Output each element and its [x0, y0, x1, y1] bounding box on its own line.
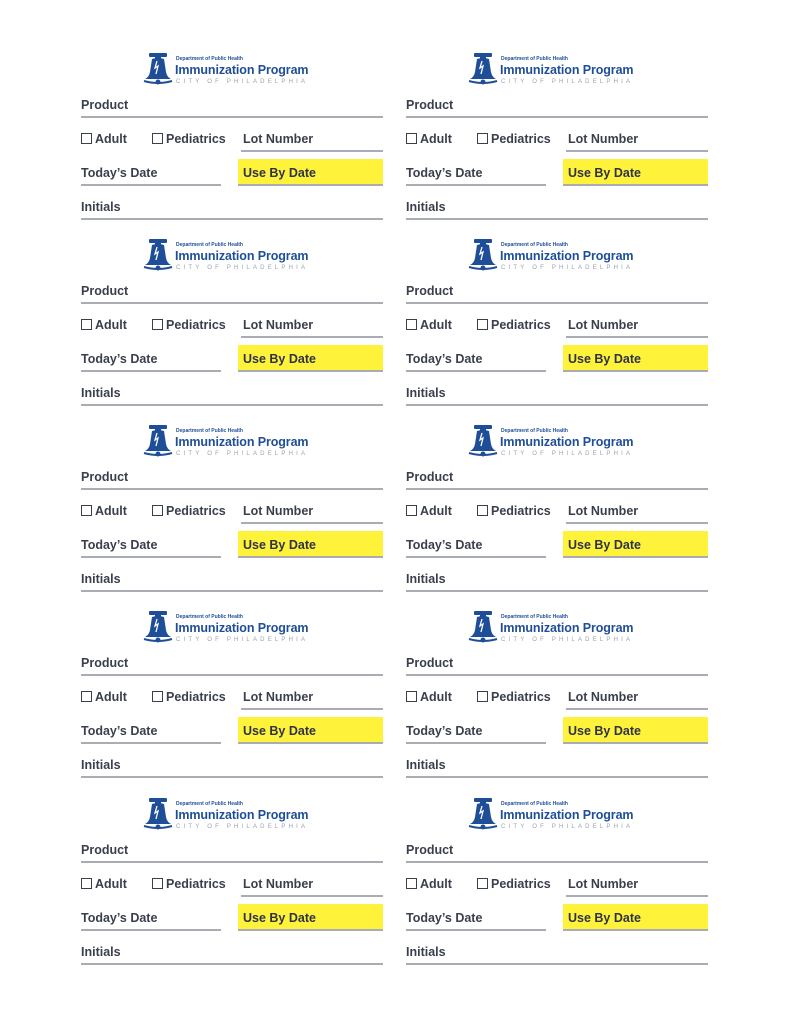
todays-date-label: Today’s Date [406, 166, 483, 180]
liberty-bell-icon [143, 52, 173, 86]
department-name: Department of Public Health [501, 614, 568, 620]
initials-line[interactable] [81, 218, 383, 220]
liberty-bell-icon [143, 238, 173, 272]
product-line[interactable] [81, 116, 383, 118]
city-name: CITY OF PHILADELPHIA [501, 637, 634, 643]
product-label: Product [406, 656, 454, 670]
todays-date-label: Today’s Date [406, 538, 483, 552]
initials-line[interactable] [406, 590, 708, 592]
lot-number-label: Lot Number [568, 877, 639, 891]
city-name: CITY OF PHILADELPHIA [176, 265, 309, 271]
department-name: Department of Public Health [176, 614, 243, 620]
initials-label: Initials [81, 572, 121, 586]
department-name: Department of Public Health [176, 56, 243, 62]
logo [143, 52, 333, 92]
todays-date-label: Today’s Date [406, 724, 483, 738]
product-label: Product [81, 470, 129, 484]
initials-label: Initials [406, 945, 446, 959]
product-label: Product [81, 98, 129, 112]
initials-line[interactable] [81, 590, 383, 592]
todays-date-line[interactable] [81, 184, 221, 186]
city-name: CITY OF PHILADELPHIA [176, 79, 309, 85]
program-name: Immunization Program [500, 808, 634, 822]
pediatrics-label: Pediatrics [491, 318, 551, 332]
initials-line[interactable] [81, 963, 383, 965]
pediatrics-checkbox[interactable] [477, 505, 488, 516]
product-line[interactable] [406, 674, 708, 676]
initials-line[interactable] [81, 776, 383, 778]
program-name: Immunization Program [500, 621, 634, 635]
department-name: Department of Public Health [176, 801, 243, 807]
adult-checkbox[interactable] [406, 691, 417, 702]
lot-number-line[interactable] [241, 895, 383, 897]
pediatrics-label: Pediatrics [166, 504, 226, 518]
city-name: CITY OF PHILADELPHIA [501, 824, 634, 830]
initials-line[interactable] [406, 776, 708, 778]
lot-number-label: Lot Number [243, 504, 314, 518]
department-name: Department of Public Health [176, 242, 243, 248]
product-label: Product [81, 656, 129, 670]
adult-label: Adult [420, 504, 452, 518]
lot-number-line[interactable] [566, 708, 708, 710]
initials-line[interactable] [81, 404, 383, 406]
lot-number-label: Lot Number [243, 690, 314, 704]
adult-label: Adult [95, 690, 127, 704]
logo [143, 424, 333, 464]
department-name: Department of Public Health [501, 801, 568, 807]
adult-label: Adult [420, 318, 452, 332]
adult-label: Adult [95, 132, 127, 146]
logo [143, 610, 333, 650]
pediatrics-checkbox[interactable] [152, 878, 163, 889]
logo [468, 610, 658, 650]
program-name: Immunization Program [500, 63, 634, 77]
todays-date-line[interactable] [406, 556, 546, 558]
pediatrics-checkbox[interactable] [477, 319, 488, 330]
todays-date-line[interactable] [81, 929, 221, 931]
lot-number-line[interactable] [241, 522, 383, 524]
program-name: Immunization Program [175, 808, 309, 822]
initials-line[interactable] [406, 963, 708, 965]
department-name: Department of Public Health [501, 242, 568, 248]
product-line[interactable] [406, 488, 708, 490]
department-name: Department of Public Health [176, 428, 243, 434]
use-by-date-label: Use By Date [568, 166, 641, 180]
lot-number-label: Lot Number [243, 877, 314, 891]
lot-number-label: Lot Number [568, 690, 639, 704]
product-label: Product [406, 843, 454, 857]
adult-checkbox[interactable] [81, 505, 92, 516]
adult-label: Adult [420, 132, 452, 146]
immunization-label [81, 238, 383, 416]
adult-label: Adult [95, 504, 127, 518]
pediatrics-label: Pediatrics [491, 877, 551, 891]
city-name: CITY OF PHILADELPHIA [176, 824, 309, 830]
liberty-bell-icon [468, 238, 498, 272]
todays-date-line[interactable] [406, 370, 546, 372]
city-name: CITY OF PHILADELPHIA [501, 265, 634, 271]
adult-checkbox[interactable] [406, 878, 417, 889]
todays-date-line[interactable] [81, 370, 221, 372]
adult-label: Adult [420, 877, 452, 891]
logo [468, 424, 658, 464]
use-by-date-label: Use By Date [568, 911, 641, 925]
pediatrics-label: Pediatrics [166, 318, 226, 332]
initials-label: Initials [81, 758, 121, 772]
initials-label: Initials [406, 758, 446, 772]
lot-number-label: Lot Number [243, 318, 314, 332]
logo [143, 797, 333, 837]
immunization-label [406, 238, 708, 416]
pediatrics-label: Pediatrics [166, 877, 226, 891]
program-name: Immunization Program [500, 435, 634, 449]
liberty-bell-icon [468, 610, 498, 644]
liberty-bell-icon [468, 797, 498, 831]
liberty-bell-icon [468, 424, 498, 458]
product-label: Product [406, 284, 454, 298]
liberty-bell-icon [143, 424, 173, 458]
pediatrics-label: Pediatrics [491, 504, 551, 518]
department-name: Department of Public Health [501, 428, 568, 434]
immunization-label [81, 424, 383, 602]
adult-checkbox[interactable] [406, 133, 417, 144]
lot-number-line[interactable] [241, 150, 383, 152]
product-line[interactable] [81, 302, 383, 304]
adult-checkbox[interactable] [406, 505, 417, 516]
product-line[interactable] [406, 302, 708, 304]
city-name: CITY OF PHILADELPHIA [176, 451, 309, 457]
pediatrics-checkbox[interactable] [152, 319, 163, 330]
use-by-date-label: Use By Date [243, 352, 316, 366]
pediatrics-checkbox[interactable] [477, 691, 488, 702]
initials-label: Initials [406, 386, 446, 400]
department-name: Department of Public Health [501, 56, 568, 62]
product-label: Product [81, 843, 129, 857]
pediatrics-checkbox[interactable] [477, 878, 488, 889]
todays-date-label: Today’s Date [81, 724, 158, 738]
product-line[interactable] [81, 861, 383, 863]
initials-label: Initials [406, 200, 446, 214]
immunization-label [406, 797, 708, 975]
logo [468, 797, 658, 837]
lot-number-label: Lot Number [568, 318, 639, 332]
adult-label: Adult [95, 318, 127, 332]
product-label: Product [406, 470, 454, 484]
initials-label: Initials [81, 945, 121, 959]
pediatrics-label: Pediatrics [166, 132, 226, 146]
liberty-bell-icon [468, 52, 498, 86]
lot-number-line[interactable] [566, 150, 708, 152]
adult-checkbox[interactable] [81, 133, 92, 144]
pediatrics-checkbox[interactable] [152, 691, 163, 702]
liberty-bell-icon [143, 797, 173, 831]
product-line[interactable] [81, 488, 383, 490]
todays-date-label: Today’s Date [406, 352, 483, 366]
todays-date-line[interactable] [406, 742, 546, 744]
use-by-date-label: Use By Date [568, 538, 641, 552]
immunization-label [81, 610, 383, 788]
todays-date-label: Today’s Date [81, 538, 158, 552]
adult-checkbox[interactable] [81, 691, 92, 702]
todays-date-label: Today’s Date [81, 166, 158, 180]
program-name: Immunization Program [175, 435, 309, 449]
todays-date-line[interactable] [406, 184, 546, 186]
pediatrics-label: Pediatrics [491, 690, 551, 704]
lot-number-line[interactable] [241, 708, 383, 710]
use-by-date-label: Use By Date [243, 911, 316, 925]
adult-checkbox[interactable] [81, 878, 92, 889]
immunization-label [81, 797, 383, 975]
adult-checkbox[interactable] [406, 319, 417, 330]
program-name: Immunization Program [175, 621, 309, 635]
use-by-date-label: Use By Date [243, 724, 316, 738]
todays-date-line[interactable] [406, 929, 546, 931]
pediatrics-label: Pediatrics [166, 690, 226, 704]
lot-number-line[interactable] [566, 336, 708, 338]
pediatrics-checkbox[interactable] [152, 133, 163, 144]
pediatrics-label: Pediatrics [491, 132, 551, 146]
lot-number-label: Lot Number [568, 132, 639, 146]
immunization-label [406, 52, 708, 230]
product-line[interactable] [81, 674, 383, 676]
program-name: Immunization Program [175, 63, 309, 77]
program-name: Immunization Program [500, 249, 634, 263]
product-label: Product [406, 98, 454, 112]
use-by-date-label: Use By Date [243, 538, 316, 552]
pediatrics-checkbox[interactable] [152, 505, 163, 516]
city-name: CITY OF PHILADELPHIA [501, 79, 634, 85]
initials-label: Initials [406, 572, 446, 586]
logo [143, 238, 333, 278]
product-line[interactable] [406, 861, 708, 863]
city-name: CITY OF PHILADELPHIA [176, 637, 309, 643]
todays-date-label: Today’s Date [81, 352, 158, 366]
todays-date-label: Today’s Date [81, 911, 158, 925]
use-by-date-label: Use By Date [568, 352, 641, 366]
todays-date-line[interactable] [81, 556, 221, 558]
use-by-date-label: Use By Date [568, 724, 641, 738]
program-name: Immunization Program [175, 249, 309, 263]
logo [468, 238, 658, 278]
initials-line[interactable] [406, 218, 708, 220]
lot-number-line[interactable] [566, 895, 708, 897]
product-line[interactable] [406, 116, 708, 118]
lot-number-line[interactable] [566, 522, 708, 524]
use-by-date-label: Use By Date [243, 166, 316, 180]
immunization-label [406, 610, 708, 788]
product-label: Product [81, 284, 129, 298]
initials-label: Initials [81, 386, 121, 400]
lot-number-label: Lot Number [243, 132, 314, 146]
lot-number-label: Lot Number [568, 504, 639, 518]
immunization-label [406, 424, 708, 602]
adult-checkbox[interactable] [81, 319, 92, 330]
initials-line[interactable] [406, 404, 708, 406]
logo [468, 52, 658, 92]
pediatrics-checkbox[interactable] [477, 133, 488, 144]
adult-label: Adult [420, 690, 452, 704]
adult-label: Adult [95, 877, 127, 891]
lot-number-line[interactable] [241, 336, 383, 338]
liberty-bell-icon [143, 610, 173, 644]
initials-label: Initials [81, 200, 121, 214]
city-name: CITY OF PHILADELPHIA [501, 451, 634, 457]
todays-date-line[interactable] [81, 742, 221, 744]
todays-date-label: Today’s Date [406, 911, 483, 925]
immunization-label [81, 52, 383, 230]
